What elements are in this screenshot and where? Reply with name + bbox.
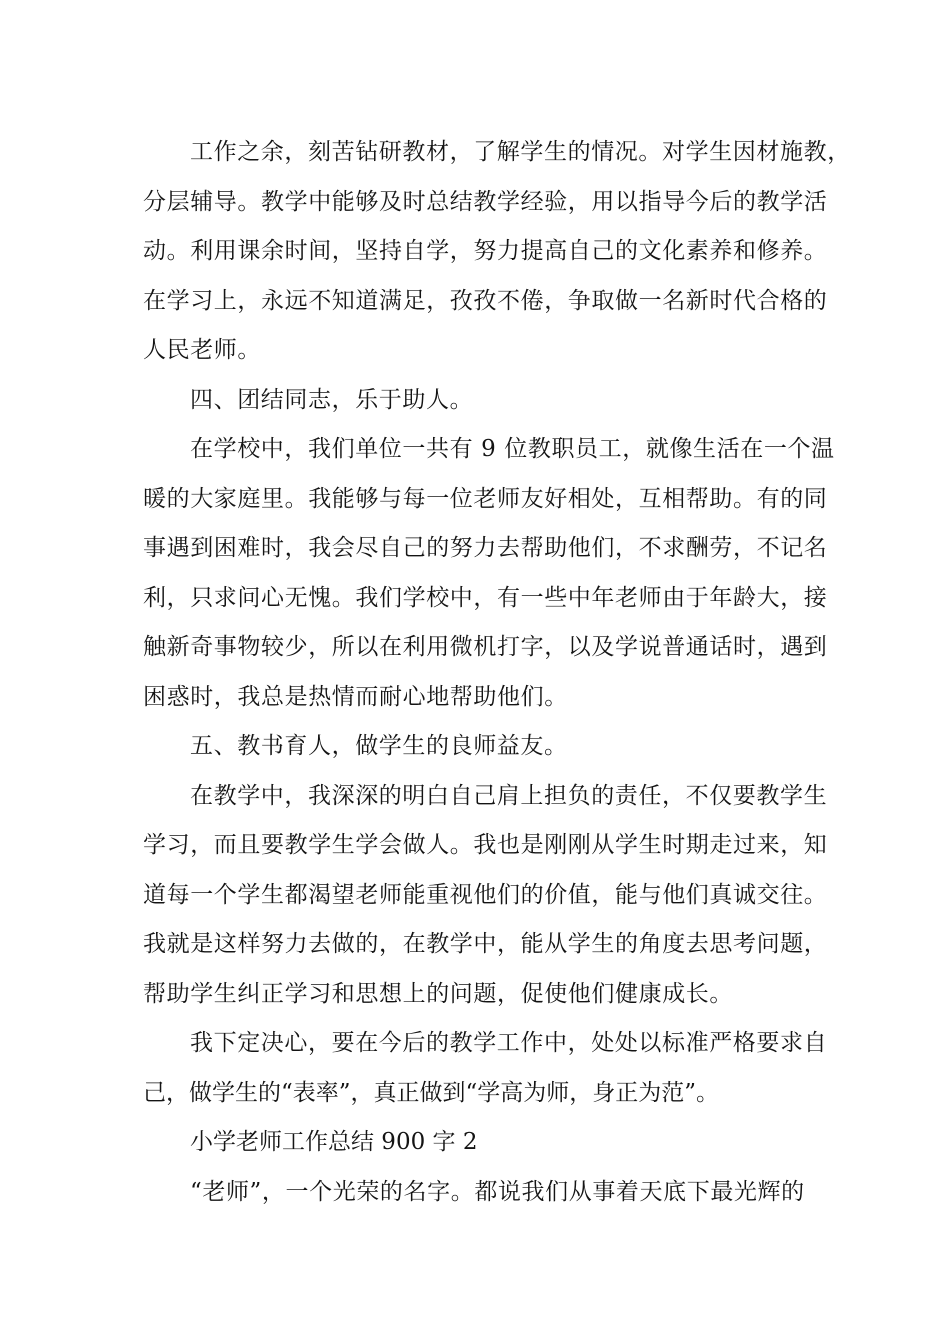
text-line: 在学校中，我们单位一共有 9 位教职员工，就像生活在一个温 xyxy=(190,436,835,462)
text-line: 触新奇事物较少，所以在利用微机打字，以及学说普通话时，遇到 xyxy=(143,634,828,660)
text-line: 己，做学生的“表率”，真正做到“学高为师，身正为范”。 xyxy=(143,1080,720,1106)
text-line: 利，只求问心无愧。我们学校中，有一些中年老师由于年龄大，接 xyxy=(143,585,828,611)
text-line: 暖的大家庭里。我能够与每一位老师友好相处，互相帮助。有的同 xyxy=(143,486,828,512)
text-line: 我就是这样努力去做的，在教学中，能从学生的角度去思考问题， xyxy=(143,931,828,957)
section-heading: 五、教书育人，做学生的良师益友。 xyxy=(190,733,568,759)
text-line: 困惑时，我总是热情而耐心地帮助他们。 xyxy=(143,684,568,710)
text-line: 在教学中，我深深的明白自己肩上担负的责任，不仅要教学生 xyxy=(190,783,828,809)
subtitle: 小学老师工作总结 900 字 2 xyxy=(190,1129,478,1155)
text-line: 工作之余，刻苦钻研教材，了解学生的情况。对学生因材施教， xyxy=(190,139,851,165)
text-line: 人民老师。 xyxy=(143,337,261,363)
section-heading: 四、团结同志，乐于助人。 xyxy=(190,387,474,413)
text-line: 事遇到困难时，我会尽自己的努力去帮助他们，不求酬劳，不记名 xyxy=(143,535,828,561)
text-line: 帮助学生纠正学习和思想上的问题，促使他们健康成长。 xyxy=(143,981,733,1007)
text-line: 学习，而且要教学生学会做人。我也是刚刚从学生时期走过来，知 xyxy=(143,832,828,858)
text-line: 我下定决心，要在今后的教学工作中，处处以标准严格要求自 xyxy=(190,1030,828,1056)
text-line: 道每一个学生都渴望老师能重视他们的价值，能与他们真诚交往。 xyxy=(143,882,828,908)
text-line: “老师”，一个光荣的名字。都说我们从事着天底下最光辉的 xyxy=(190,1179,805,1205)
text-line: 分层辅导。教学中能够及时总结教学经验，用以指导今后的教学活 xyxy=(143,189,828,215)
text-line: 动。利用课余时间，坚持自学，努力提高自己的文化素养和修养。 xyxy=(143,238,828,264)
text-line: 在学习上，永远不知道满足，孜孜不倦，争取做一名新时代合格的 xyxy=(143,288,828,314)
